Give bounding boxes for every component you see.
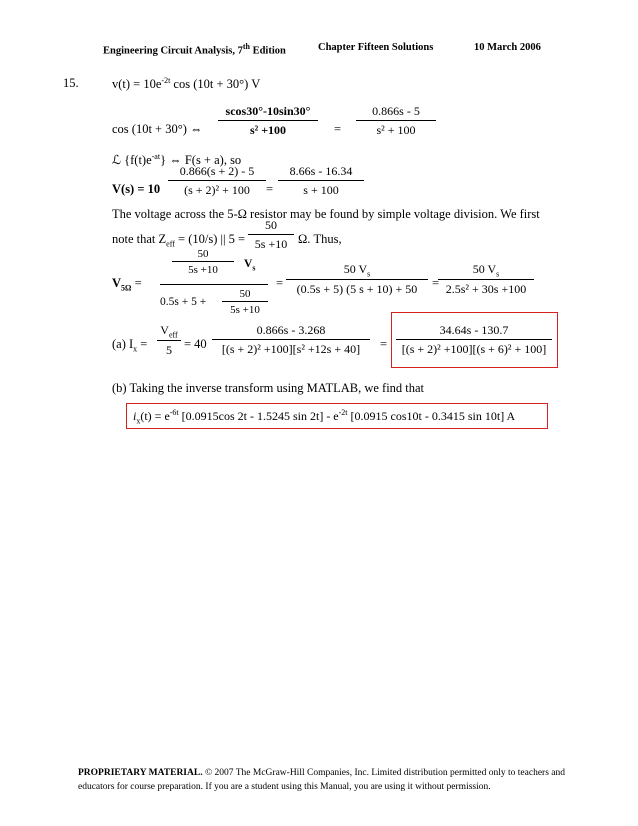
equals-sign: = — [380, 337, 388, 351]
signal-definition: $v(t) = 10e^{-2t}$ cos (10t + 30°) V — [112, 76, 261, 92]
part-a-fraction-2: $\frac{0.866s - 3.268}{\text{[(s + 2)² +100][s² +12s + 40]}}$ — [212, 323, 370, 357]
equals-sign: = — [432, 276, 440, 290]
paragraph-line-b: note that $Z_{eff} = (10/s)$ || 5 = — [112, 232, 246, 249]
vs-fraction-1: $\frac{0.866(s + 2) - 5}{\text{(s + 2)² + 100}}$ — [168, 164, 266, 198]
v5-den-prefix: 0.5s + 5 + — [160, 296, 207, 308]
header-chapter: Chapter Fifteen Solutions — [318, 42, 434, 53]
part-a-answer-fraction: $\frac{34.64s - 130.7}{\text{[(s + 2)² +100][(s + 6)² + 100]}}$ — [396, 323, 552, 357]
transform-fraction-1: $\frac{scos30^\circ-10\sin 30^\circ}{\text{s² +100}}$ — [218, 104, 318, 138]
part-b-text: (b) Taking the inverse transform using MATLAB, we find that — [112, 381, 425, 395]
paragraph-line-b-suffix: Ω. Thus, — [298, 232, 342, 246]
v5-fraction-3: $\frac{50 V_s}{\text{2.5s² + 30s +100}}$ — [438, 262, 534, 297]
part-b-result: $i_x(t) = e^{-6t}$ [0.0915cos 2t - 1.5245 $\sin 2t] - e^{-2t}$ [0.0915 cos10t - 0.3415 sin 10t] A — [133, 408, 516, 426]
v5-lhs: $V_{5\Omega}$ = — [112, 276, 142, 293]
transform-pair-lhs: cos (10t + 30°) ⇔ — [112, 122, 203, 136]
v5-fraction-2: $\frac{50 V_s}{(0.5s + 5) (5 s + 10) + 50}$ — [286, 262, 428, 297]
shift-property: ℒ $\{f(t)e^{-at}\}$ ⇔ F(s + a), so — [112, 152, 242, 168]
equals-sign: = — [266, 182, 274, 196]
header-book: Engineering Circuit Analysis, 7th Edition — [103, 42, 286, 57]
paragraph-line-a: The voltage across the 5-Ω resistor may be found by simple voltage division. We first — [112, 207, 540, 221]
vs-definition-lhs: V(s) = 10 — [112, 182, 161, 196]
equals-sign: = — [276, 276, 284, 290]
vs-fraction-2: $\frac{8.66s - 16.34}{s + 100}$ — [278, 164, 364, 198]
footer-copyright: PROPRIETARY MATERIAL. © 2007 The McGraw-Hill Companies, Inc. Limited distribution permitted only to teachers and educators for course preparation. If you are a student using this Manual, you are using it without permission. — [78, 768, 566, 792]
problem-number: 15. — [63, 76, 79, 90]
zeff-fraction: $\frac{50}{5s +10}$ — [248, 218, 294, 252]
v5-inner-fraction-bottom: $\frac{50}{5s +10}$ — [222, 288, 268, 316]
part-a-fraction-1: $V_{eff}$ 5 — [157, 323, 181, 358]
part-a-label: (a) $I_x$ = — [112, 337, 148, 354]
equals-sign: = — [334, 122, 342, 136]
v5-compound-fraction — [160, 248, 270, 324]
transform-fraction-2: $\frac{0.866s - 5}{\text{s² + 100}}$ — [356, 104, 436, 138]
header-date: 10 March 2006 — [474, 42, 541, 53]
v5-main-fraction-bar — [160, 284, 268, 285]
part-a-coefficient: = 40 — [184, 337, 207, 351]
v5-vs-symbol: $V_s$ — [244, 258, 256, 273]
v5-inner-fraction-top: $\frac{50}{5s +10}$ — [172, 248, 234, 276]
